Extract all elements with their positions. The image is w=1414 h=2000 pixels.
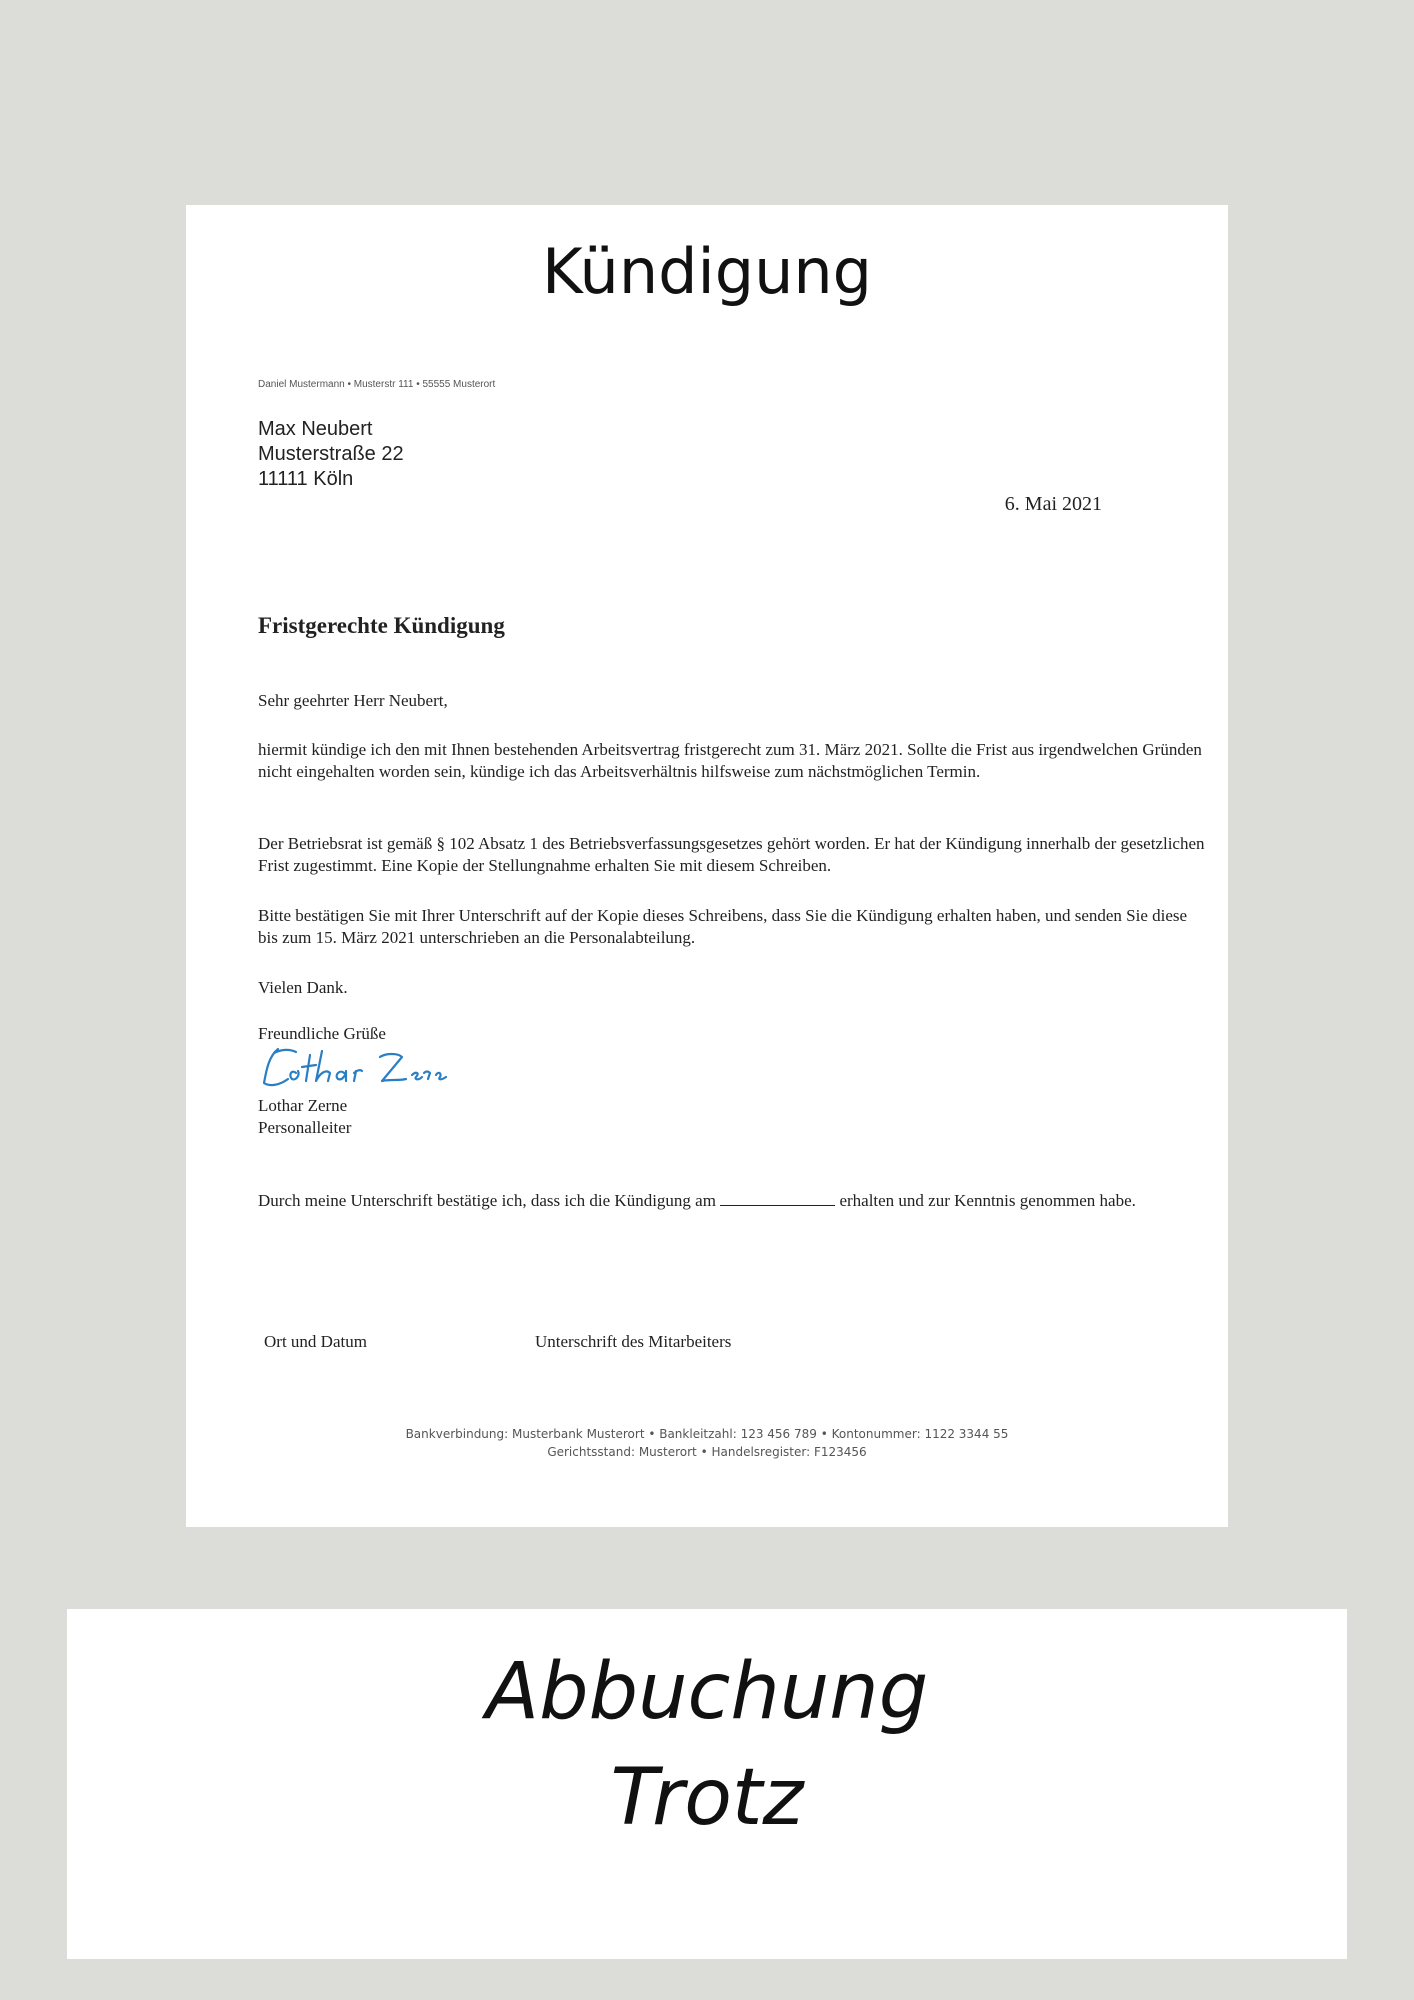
letter-date: 6. Mai 2021 — [1004, 493, 1102, 515]
closing-line: Freundliche Grüße — [258, 1024, 386, 1043]
salutation: Sehr geehrter Herr Neubert, — [258, 691, 448, 710]
confirmation-text-after: erhalten und zur Kenntnis genommen habe. — [839, 1191, 1136, 1210]
signer-role: Personalleiter — [258, 1118, 352, 1137]
caption-box — [67, 1609, 1347, 1959]
paragraph-confirmation-request: Bitte bestätigen Sie mit Ihrer Unterschrift auf der Kopie dieses Schreibens, dass Sie die Kündigung erhalten haben, und senden Sie diese bis zum 15. März 2021 unterschrieben an die Personalabteilung. — [258, 906, 1188, 947]
recipient-address — [258, 417, 404, 492]
recipient-city: 11111 Köln — [258, 468, 354, 490]
confirmation-text-before: Durch meine Unterschrift bestätige ich, dass ich die Kündigung am — [258, 1191, 716, 1210]
signer-name: Lothar Zerne — [258, 1096, 348, 1115]
footer-register-details: Gerichtsstand: Musterort • Handelsregister: F123456 — [547, 1445, 867, 1459]
document-heading: Kündigung — [541, 235, 873, 308]
letter-document — [186, 205, 1228, 1527]
recipient-name: Max Neubert — [258, 418, 373, 440]
place-date-label: Ort und Datum — [264, 1332, 367, 1351]
sender-address-line: Daniel Mustermann • Musterstr 111 • 55555 Musterort — [258, 379, 496, 390]
recipient-street: Musterstraße 22 — [258, 443, 404, 465]
letter-subject: Fristgerechte Kündigung — [258, 613, 505, 638]
employee-signature-label: Unterschrift des Mitarbeiters — [535, 1332, 732, 1351]
footer-bank-details: Bankverbindung: Musterbank Musterort • Bankleitzahl: 123 456 789 • Kontonummer: 1122 3344 55 — [405, 1427, 1009, 1441]
letter-footer — [186, 1425, 1228, 1461]
confirmation-statement — [258, 1190, 1208, 1212]
date-blank-line — [720, 1193, 835, 1206]
caption-line-1: Abbuchung — [485, 1647, 929, 1737]
signer-block — [258, 1095, 351, 1139]
handwritten-signature — [256, 1043, 456, 1093]
paragraph-works-council: Der Betriebsrat ist gemäß § 102 Absatz 1 des Betriebsverfassungsgesetzes gehört worden. Er hat der Kündigung innerhalb der gesetzlichen Frist zugestimmt. Eine Kopie der Stellungnahme erhalten Sie mit diesem Schreiben. — [258, 834, 1205, 875]
caption-text — [67, 1639, 1347, 1851]
thanks-line: Vielen Dank. — [258, 978, 348, 997]
caption-line-2: Trotz — [610, 1753, 804, 1843]
paragraph-termination: hiermit kündige ich den mit Ihnen bestehenden Arbeitsvertrag fristgerecht zum 31. März 2021. Sollte die Frist aus irgendwelchen Gründen nicht eingehalten worden sein, kündige ich das Arbeitsverhältnis hilfsweise zum nächstmöglichen Termin. — [258, 740, 1202, 781]
